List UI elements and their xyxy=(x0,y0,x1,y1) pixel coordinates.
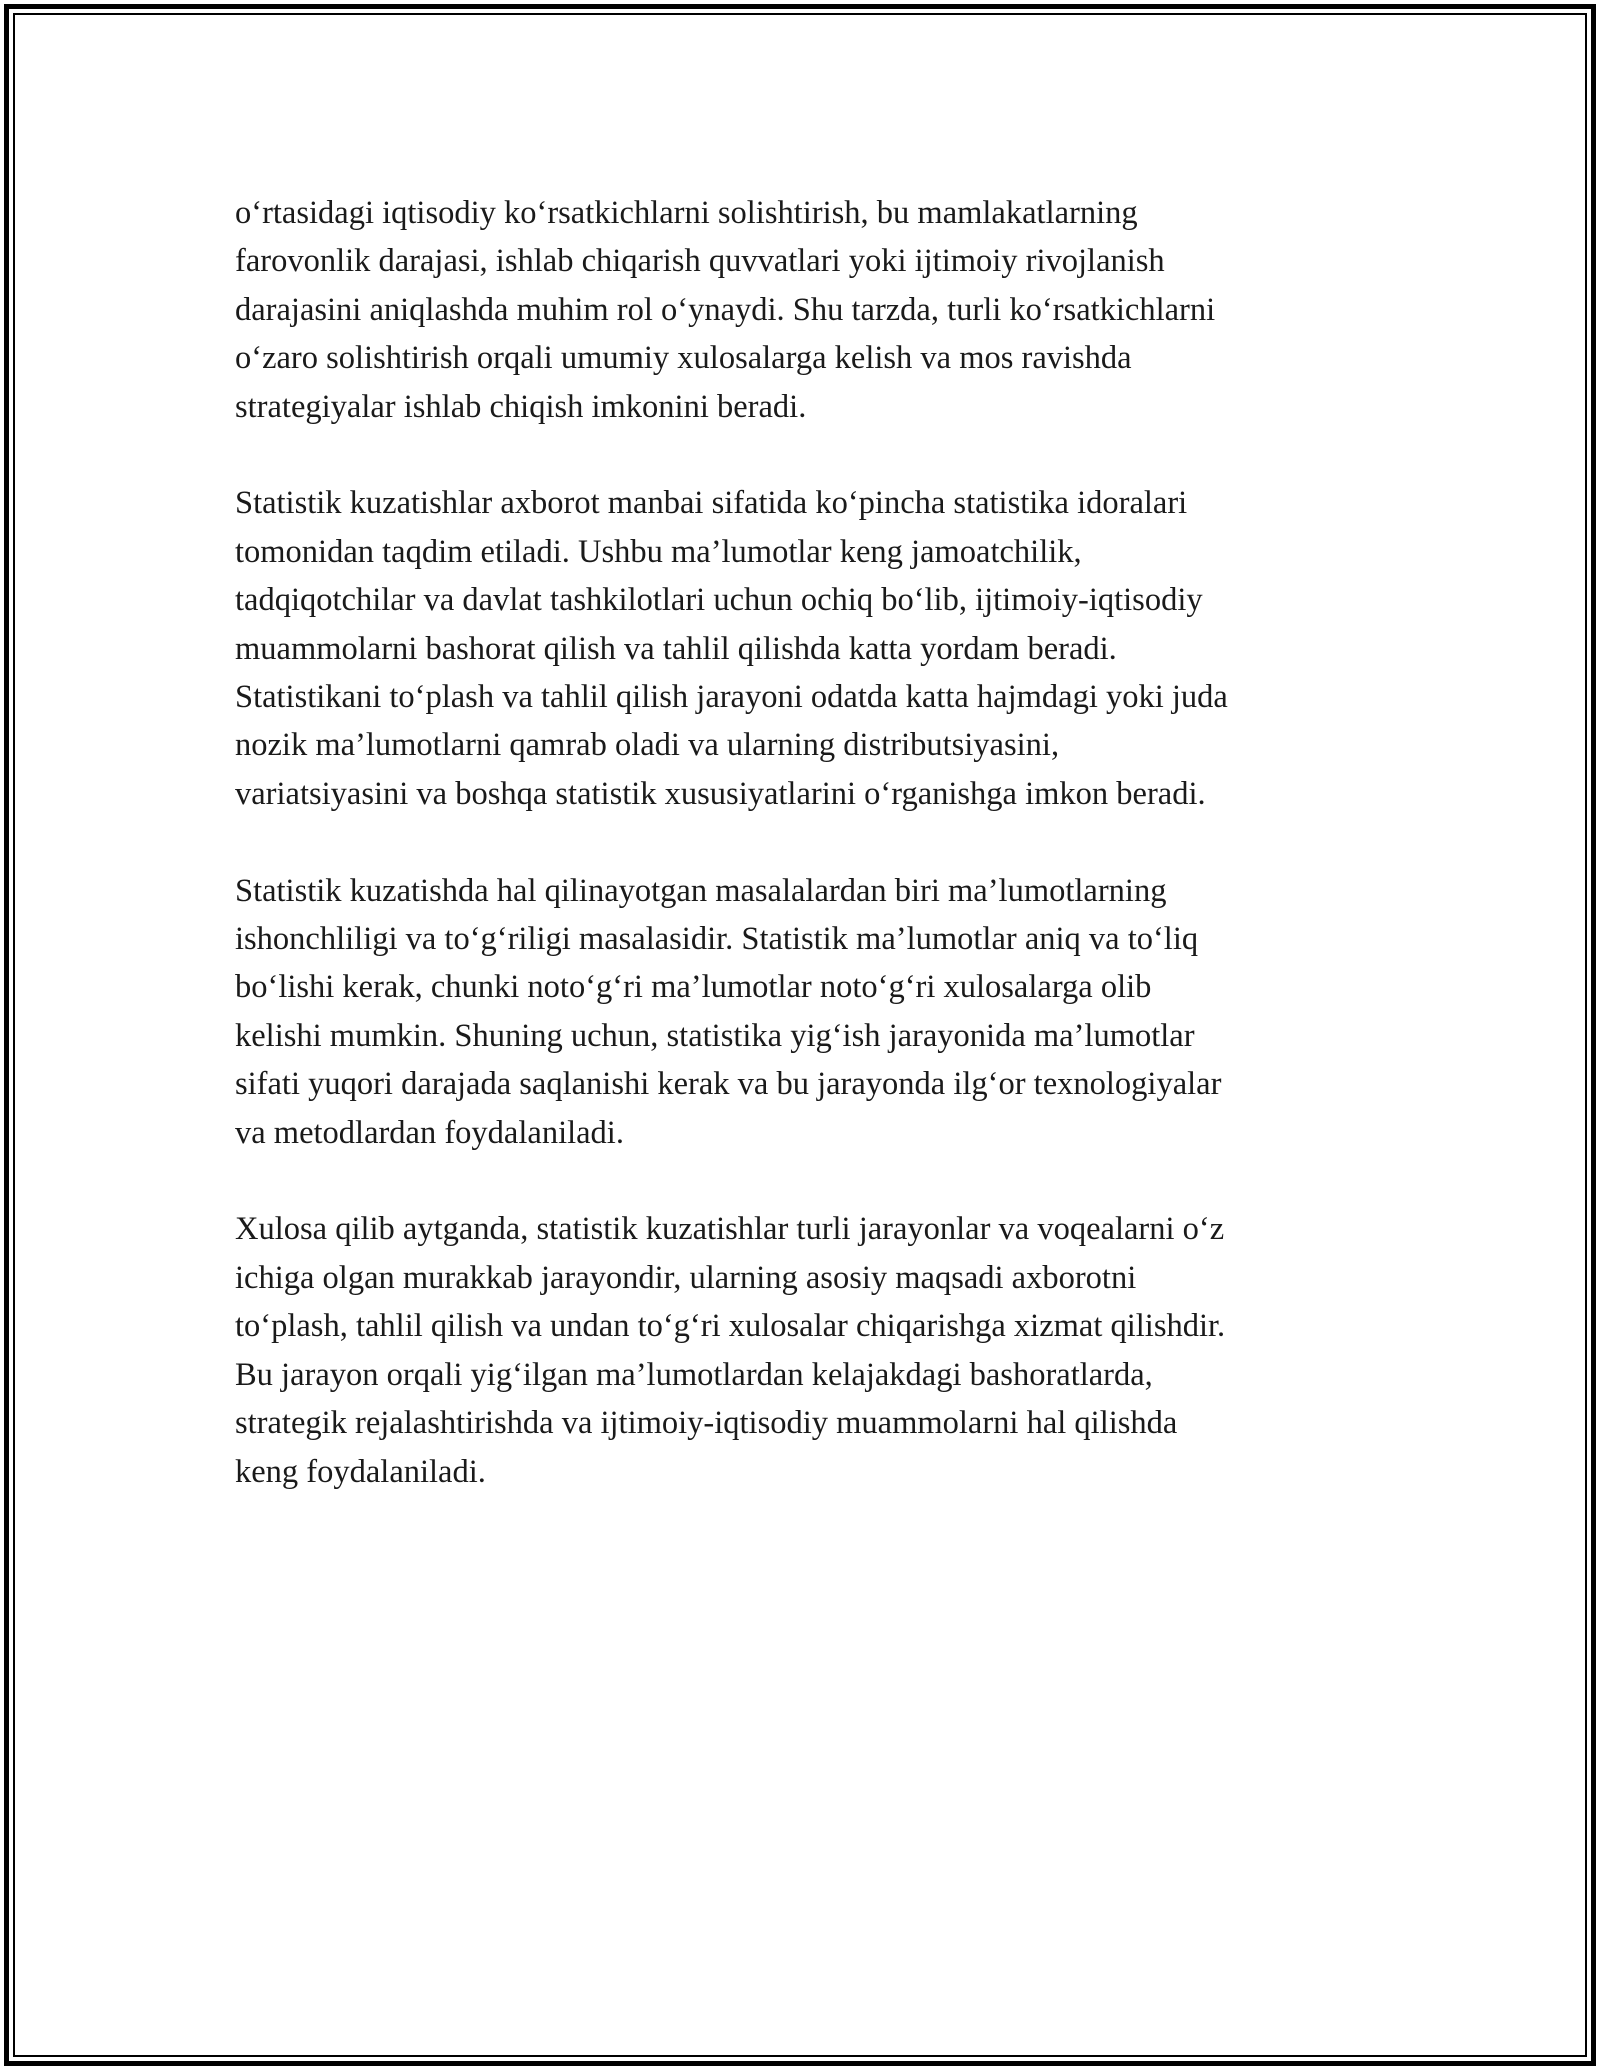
text-line: tomonidan taqdim etiladi. Ushbu ma’lumotlar keng jamoatchilik, xyxy=(235,533,1082,570)
paragraph-4 xyxy=(235,1205,1395,1495)
text-line: va metodlardan foydalaniladi. xyxy=(235,1114,624,1151)
text-line: tadqiqotchilar va davlat tashkilotlari uchun ochiq bo‘lib, ijtimoiy-iqtisodiy xyxy=(235,582,1203,619)
text-line: strategik rejalashtirishda va ijtimoiy-iqtisodiy muammolarni hal qilishda xyxy=(235,1405,1178,1442)
text-line: to‘plash, tahlil qilish va undan to‘g‘ri xulosalar chiqarishga xizmat qilishdir. xyxy=(235,1308,1226,1345)
text-line: muammolarni bashorat qilish va tahlil qilishda katta yordam beradi. xyxy=(235,630,1117,667)
document-body xyxy=(235,189,1395,1544)
paragraph-3 xyxy=(235,867,1395,1157)
text-line: o‘rtasidagi iqtisodiy ko‘rsatkichlarni solishtirish, bu mamlakatlarning xyxy=(235,195,1138,231)
text-line: ichiga olgan murakkab jarayondir, ularning asosiy maqsadi axborotni xyxy=(235,1259,1137,1296)
text-line: Xulosa qilib aytganda, statistik kuzatishlar turli jarayonlar va voqealarni o‘z xyxy=(235,1211,1225,1248)
text-line: sifati yuqori darajada saqlanishi kerak va bu jarayonda ilg‘or texnologiyalar xyxy=(235,1066,1222,1103)
text-line: Bu jarayon orqali yig‘ilgan ma’lumotlardan kelajakdagi bashoratlarda, xyxy=(235,1356,1153,1393)
text-line: strategiyalar ishlab chiqish imkonini beradi. xyxy=(235,388,807,425)
paragraph-2 xyxy=(235,479,1395,818)
text-line: o‘zaro solishtirish orqali umumiy xulosalarga kelish va mos ravishda xyxy=(235,340,1132,377)
text-line: Statistikani to‘plash va tahlil qilish jarayoni odatda katta hajmdagi yoki juda xyxy=(235,679,1228,716)
text-line: keng foydalaniladi. xyxy=(235,1453,486,1490)
text-line: Statistik kuzatishlar axborot manbai sifatida ko‘pincha statistika idoralari xyxy=(235,485,1188,522)
text-line: bo‘lishi kerak, chunki noto‘g‘ri ma’lumotlar noto‘g‘ri xulosalarga olib xyxy=(235,969,1152,1006)
text-line: farovonlik darajasi, ishlab chiqarish quvvatlari yoki ijtimoiy rivojlanish xyxy=(235,243,1165,280)
text-line: darajasini aniqlashda muhim rol o‘ynaydi. Shu tarzda, turli ko‘rsatkichlarni xyxy=(235,291,1216,328)
text-line: variatsiyasini va boshqa statistik xususiyatlarini o‘rganishga imkon beradi. xyxy=(235,775,1206,812)
text-line: Statistik kuzatishda hal qilinayotgan masalalardan biri ma’lumotlarning xyxy=(235,872,1167,909)
paragraph-1 xyxy=(235,189,1395,431)
text-line: nozik ma’lumotlarni qamrab oladi va ularning distributsiyasini, xyxy=(235,727,1060,764)
text-line: ishonchliligi va to‘g‘riligi masalasidir. Statistik ma’lumotlar aniq va to‘liq xyxy=(235,921,1199,958)
text-line: kelishi mumkin. Shuning uchun, statistika yig‘ish jarayonida ma’lumotlar xyxy=(235,1017,1195,1054)
